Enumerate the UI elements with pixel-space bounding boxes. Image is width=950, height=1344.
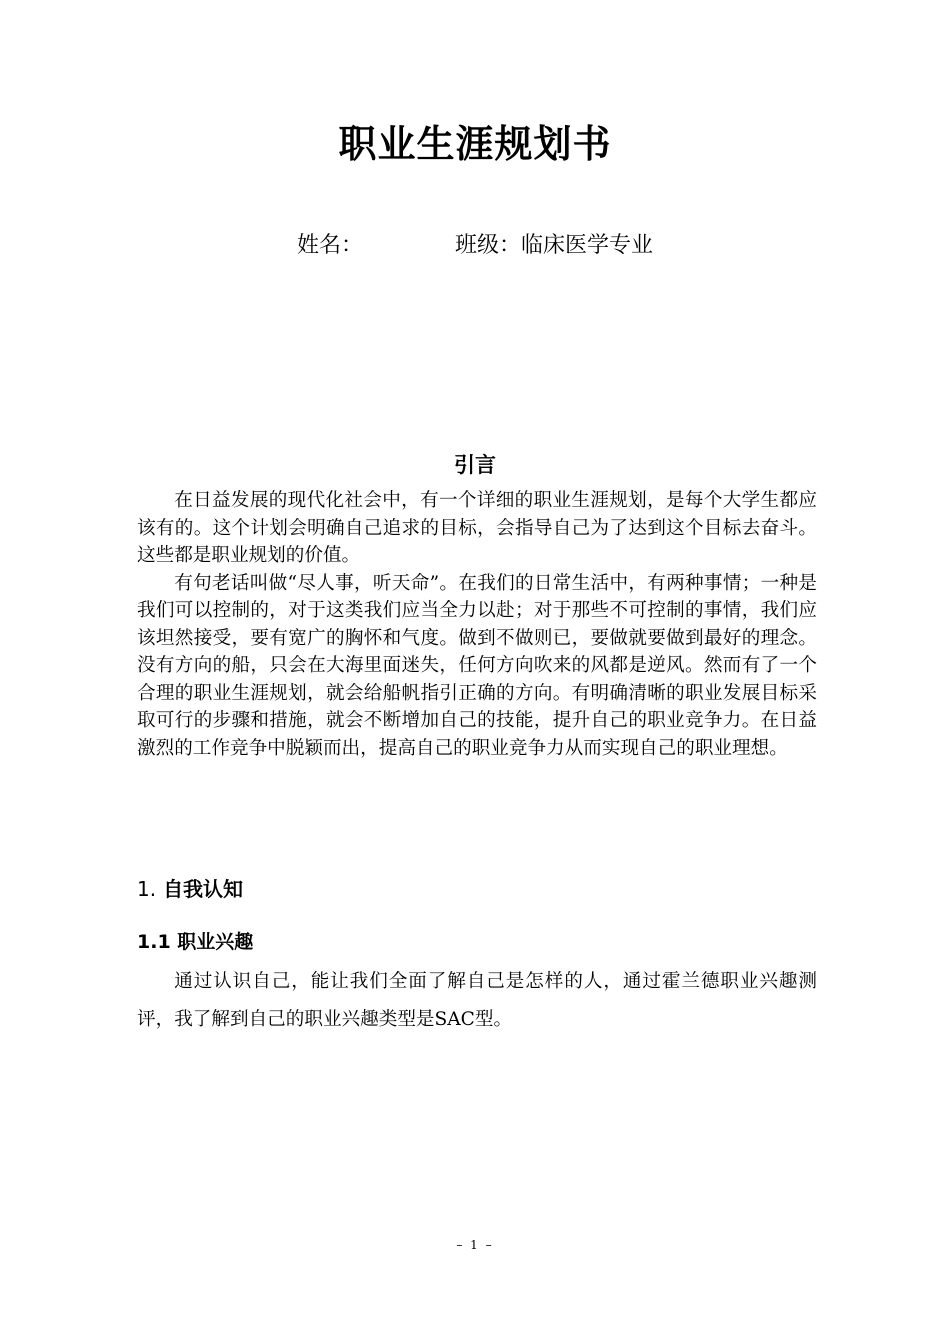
career-interest-paragraph: 通过认识自己，能让我们全面了解自己是怎样的人，通过霍兰德职业兴趣测评，我了解到自己的职业兴趣类型是SAC型。 [137, 971, 817, 1030]
subsection-heading-career-interest [137, 926, 253, 958]
subsection-number: 1.1 [137, 931, 171, 953]
section-heading-self-awareness [137, 872, 243, 906]
section-title: 自我认知 [163, 877, 244, 901]
intro-heading: 引言 [454, 453, 496, 477]
section-number: 1. [137, 877, 157, 901]
student-info [0, 228, 950, 264]
class-label: 班级：临床医学专业 [455, 233, 654, 258]
intro-paragraph: 在日益发展的现代化社会中，有一个详细的职业生涯规划，是每个大学生都应该有的。这个计划会明确自己追求的目标，会指导自己为了达到这个目标去奋斗。这些都是职业规划的价值。 [137, 490, 817, 566]
intro-body [137, 487, 817, 762]
name-label: 姓名： [296, 233, 363, 258]
subsection-title: 职业兴趣 [177, 931, 254, 953]
page-number: – 1 – [456, 1238, 494, 1252]
document-title: 职业生涯规划书 [338, 122, 612, 166]
career-interest-body [137, 963, 817, 1039]
intro-paragraph: 有句老话叫做“尽人事，听天命”。在我们的日常生活中，有两种事情；一种是我们可以控制的，对于这类我们应当全力以赴；对于那些不可控制的事情，我们应该坦然接受，要有宽广的胸怀和气度。做到不做则已，要做就要做到最好的理念。没有方向的船，只会在大海里面迷失，任何方向吹来的风都是逆风。然而有了一个合理的职业生涯规划，就会给船帆指引正确的方向。有明确清晰的职业发展目标采取可行的步骤和措施，就会不断增加自己的技能，提升自己的职业竞争力。在日益激烈的工作竞争中脱颖而出，提高自己的职业竞争力从而实现自己的职业理想。 [137, 572, 817, 759]
